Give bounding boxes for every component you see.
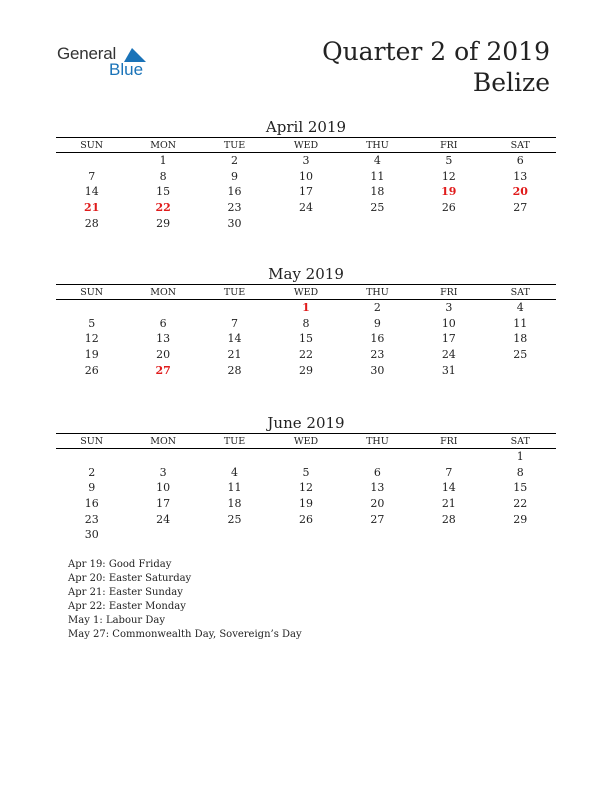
day-cell: 28: [227, 363, 242, 377]
logo-general-text: General: [57, 44, 117, 63]
title-quarter: Quarter 2 of 2019: [322, 37, 550, 66]
day-cell: 15: [298, 332, 313, 346]
empty-day-cell: [413, 527, 484, 543]
day-cell: 31: [441, 363, 456, 377]
weekday-label: SAT: [485, 285, 556, 300]
day-cell: 8: [159, 169, 167, 183]
empty-day-cell: [199, 527, 270, 543]
day-cell: 9: [373, 316, 381, 330]
weekday-label: TUE: [199, 285, 270, 300]
calendar-grid: [56, 284, 556, 378]
holiday-item: Apr 22: Easter Monday: [68, 601, 186, 613]
day-cell: 25: [370, 201, 385, 215]
day-cell: 27: [513, 201, 528, 215]
empty-day-cell: [485, 215, 556, 231]
day-cell: 5: [302, 465, 310, 479]
weekday-header-row: [56, 138, 556, 153]
month-june: [56, 413, 556, 543]
day-cell: 17: [441, 332, 456, 346]
holiday-item: Apr 20: Easter Saturday: [68, 573, 192, 585]
weekday-label: FRI: [413, 138, 484, 153]
day-cell: 23: [370, 348, 385, 362]
day-cell: 7: [445, 465, 453, 479]
day-cell: 12: [298, 481, 313, 495]
day-cell: 16: [370, 332, 385, 346]
empty-day-cell: [342, 527, 413, 543]
month-may: [56, 264, 556, 378]
weekday-header-row: [56, 434, 556, 449]
day-cell: 10: [441, 316, 456, 330]
holiday-item: May 27: Commonwealth Day, Sovereign’s Day: [68, 629, 302, 641]
weekday-label: SAT: [485, 138, 556, 153]
calendar-grid: [56, 433, 556, 543]
day-cell: 18: [513, 332, 528, 346]
day-cell: 15: [513, 481, 528, 495]
day-cell: 2: [88, 465, 96, 479]
empty-day-cell: [413, 449, 484, 465]
holiday-list: [68, 558, 302, 643]
day-cell: 3: [445, 301, 453, 315]
empty-day-cell: [413, 215, 484, 231]
day-cell: 24: [156, 512, 171, 526]
day-cell: 20: [370, 497, 385, 511]
day-cell: 30: [227, 216, 242, 230]
day-cell: 4: [231, 465, 239, 479]
week-row: [56, 362, 556, 378]
day-cell: 22: [155, 201, 171, 215]
day-cell: 22: [513, 497, 528, 511]
day-cell: 29: [156, 216, 171, 230]
weekday-label: SAT: [485, 434, 556, 449]
weekday-label: SUN: [56, 285, 127, 300]
week-row: [56, 480, 556, 496]
day-cell: 14: [84, 185, 99, 199]
holiday-item: May 1: Labour Day: [68, 615, 165, 627]
day-cell: 27: [370, 512, 385, 526]
weekday-label: SUN: [56, 138, 127, 153]
day-cell: 24: [441, 348, 456, 362]
empty-day-cell: [270, 215, 341, 231]
day-cell: 3: [159, 465, 167, 479]
week-row: [56, 347, 556, 363]
day-cell: 12: [84, 332, 99, 346]
week-row: [56, 449, 556, 465]
day-cell: 29: [298, 363, 313, 377]
day-cell: 25: [513, 348, 528, 362]
page-title: [322, 36, 550, 98]
holiday-item: Apr 19: Good Friday: [68, 559, 172, 570]
week-row: [56, 215, 556, 231]
day-cell: 19: [441, 185, 457, 199]
day-cell: 26: [84, 363, 99, 377]
day-cell: 14: [441, 481, 456, 495]
day-cell: 26: [441, 201, 456, 215]
day-cell: 20: [512, 185, 528, 199]
weekday-header-row: [56, 285, 556, 300]
weekday-label: THU: [342, 285, 413, 300]
calendar-grid: [56, 137, 556, 231]
weekday-label: MON: [127, 138, 198, 153]
day-cell: 17: [298, 185, 313, 199]
weekday-label: WED: [270, 285, 341, 300]
week-row: [56, 331, 556, 347]
day-cell: 1: [516, 450, 524, 464]
day-cell: 21: [84, 201, 100, 215]
day-cell: 6: [373, 465, 381, 479]
weekday-label: FRI: [413, 434, 484, 449]
day-cell: 7: [231, 316, 239, 330]
day-cell: 21: [441, 497, 456, 511]
empty-day-cell: [127, 300, 198, 316]
weekday-label: MON: [127, 434, 198, 449]
day-cell: 3: [302, 154, 310, 168]
day-cell: 11: [227, 481, 242, 495]
day-cell: 9: [231, 169, 239, 183]
weekday-label: TUE: [199, 138, 270, 153]
week-row: [56, 511, 556, 527]
week-row: [56, 316, 556, 332]
day-cell: 24: [298, 201, 313, 215]
day-cell: 19: [298, 497, 313, 511]
day-cell: 18: [370, 185, 385, 199]
empty-day-cell: [342, 215, 413, 231]
weekday-label: FRI: [413, 285, 484, 300]
week-row: [56, 300, 556, 316]
day-cell: 10: [156, 481, 171, 495]
day-cell: 4: [373, 154, 381, 168]
day-cell: 14: [227, 332, 242, 346]
day-cell: 17: [156, 497, 171, 511]
weekday-label: TUE: [199, 434, 270, 449]
title-country: Belize: [472, 68, 550, 97]
generalblue-logo: [57, 44, 157, 84]
empty-day-cell: [270, 449, 341, 465]
day-cell: 11: [370, 169, 385, 183]
week-row: [56, 200, 556, 216]
empty-day-cell: [56, 449, 127, 465]
empty-day-cell: [199, 449, 270, 465]
weekday-label: SUN: [56, 434, 127, 449]
day-cell: 10: [298, 169, 313, 183]
holiday-item: Apr 21: Easter Sunday: [68, 587, 183, 599]
day-cell: 16: [227, 185, 242, 199]
day-cell: 28: [84, 216, 99, 230]
day-cell: 4: [516, 301, 524, 315]
day-cell: 28: [441, 512, 456, 526]
day-cell: 23: [84, 512, 99, 526]
weekday-label: THU: [342, 138, 413, 153]
month-april: [56, 117, 556, 231]
weekday-label: THU: [342, 434, 413, 449]
day-cell: 5: [445, 154, 453, 168]
day-cell: 8: [302, 316, 310, 330]
day-cell: 25: [227, 512, 242, 526]
day-cell: 23: [227, 201, 242, 215]
day-cell: 18: [227, 497, 242, 511]
day-cell: 8: [516, 465, 524, 479]
empty-day-cell: [127, 449, 198, 465]
day-cell: 19: [84, 348, 99, 362]
week-row: [56, 184, 556, 200]
day-cell: 20: [156, 348, 171, 362]
week-row: [56, 153, 556, 169]
day-cell: 13: [156, 332, 171, 346]
day-cell: 2: [373, 301, 381, 315]
week-row: [56, 496, 556, 512]
day-cell: 30: [370, 363, 385, 377]
week-row: [56, 169, 556, 185]
month-title: May 2019: [268, 265, 344, 283]
empty-day-cell: [127, 527, 198, 543]
empty-day-cell: [56, 300, 127, 316]
day-cell: 22: [298, 348, 313, 362]
day-cell: 29: [513, 512, 528, 526]
logo-blue-text: Blue: [109, 60, 144, 79]
weekday-label: WED: [270, 434, 341, 449]
weekday-label: WED: [270, 138, 341, 153]
day-cell: 2: [231, 154, 239, 168]
week-row: [56, 465, 556, 481]
day-cell: 16: [84, 497, 99, 511]
empty-day-cell: [342, 449, 413, 465]
day-cell: 11: [513, 316, 528, 330]
day-cell: 1: [302, 301, 310, 315]
day-cell: 15: [156, 185, 171, 199]
week-row: [56, 527, 556, 543]
day-cell: 30: [84, 528, 99, 542]
day-cell: 13: [370, 481, 385, 495]
day-cell: 6: [516, 154, 524, 168]
day-cell: 21: [227, 348, 242, 362]
empty-day-cell: [485, 527, 556, 543]
empty-day-cell: [270, 527, 341, 543]
day-cell: 12: [441, 169, 456, 183]
weekday-label: MON: [127, 285, 198, 300]
empty-day-cell: [485, 362, 556, 378]
day-cell: 6: [159, 316, 167, 330]
empty-day-cell: [56, 153, 127, 169]
day-cell: 26: [298, 512, 313, 526]
month-title: April 2019: [265, 118, 347, 136]
day-cell: 9: [88, 481, 96, 495]
day-cell: 1: [159, 154, 167, 168]
day-cell: 7: [88, 169, 96, 183]
day-cell: 5: [88, 316, 96, 330]
empty-day-cell: [199, 300, 270, 316]
day-cell: 13: [513, 169, 528, 183]
month-title: June 2019: [267, 414, 345, 432]
day-cell: 27: [155, 363, 171, 377]
